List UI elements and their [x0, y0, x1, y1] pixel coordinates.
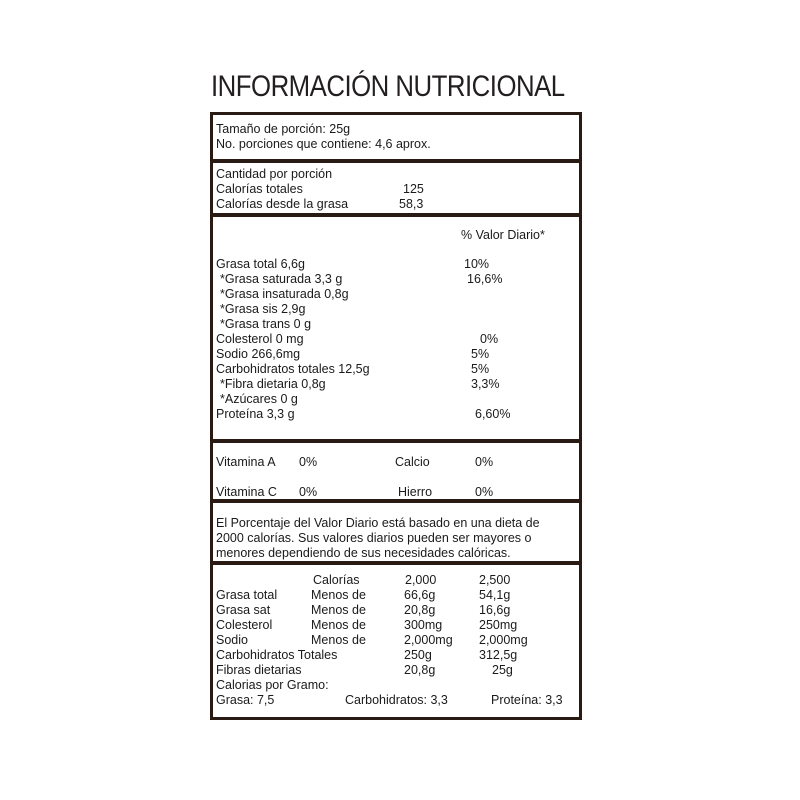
nutrient-dv: 6,60%	[475, 407, 511, 421]
serving-section	[213, 115, 579, 159]
ref-value-2500: 2,000mg	[479, 633, 528, 647]
per-gram-carb: Carbohidratos: 3,3	[345, 693, 448, 707]
ref-value-2500: 54,1g	[479, 588, 511, 602]
ref-value-2500: 312,5g	[479, 648, 518, 662]
footnote-line: menores dependiendo de sus necesidades calóricas.	[216, 546, 511, 560]
vitamin-c-value: 0%	[299, 485, 318, 499]
per-gram-protein: Proteína: 3,3	[491, 693, 563, 707]
footnote-line: El Porcentaje del Valor Diario está basado en una dieta de	[216, 516, 540, 530]
ref-label: Fibras dietarias	[216, 663, 302, 677]
per-gram-heading: Calorias por Gramo:	[216, 678, 329, 692]
calcio-label: Calcio	[395, 455, 430, 469]
calories-fat-value: 58,3	[399, 197, 424, 211]
nutrient-label: Grasa total 6,6g	[216, 257, 305, 271]
ref-label: Colesterol	[216, 618, 273, 632]
ref-value-2000: 2,000mg	[404, 633, 453, 647]
calories-total-value: 125	[403, 182, 424, 196]
vitamins-section	[213, 443, 579, 499]
ref-qualifier: Menos de	[311, 618, 366, 632]
nutrition-facts-panel	[210, 112, 582, 720]
ref-label: Carbohidratos Totales	[216, 648, 338, 662]
ref-qualifier: Menos de	[311, 588, 366, 602]
nutrient-dv: 5%	[471, 362, 490, 376]
vitamin-a-value: 0%	[299, 455, 318, 469]
ref-value-2000: 250g	[404, 648, 432, 662]
nutrient-dv: 3,3%	[471, 377, 500, 391]
nutrient-dv: 0%	[480, 332, 499, 346]
nutrient-dv: 5%	[471, 347, 490, 361]
label-title: INFORMACIÓN NUTRICIONAL	[211, 70, 565, 103]
daily-value-header: % Valor Diario*	[461, 228, 545, 242]
nutrients-section	[213, 217, 579, 439]
nutrient-label: *Azúcares 0 g	[220, 392, 298, 406]
ref-value-2000: 20,8g	[404, 663, 436, 677]
nutrient-label: Sodio 266,6mg	[216, 347, 301, 361]
ref-value-2000: 300mg	[404, 618, 443, 632]
ref-qualifier: Menos de	[311, 603, 366, 617]
serving-size: Tamaño de porción: 25g	[216, 122, 351, 136]
ref-value-2500: 250mg	[479, 618, 518, 632]
footnote-section	[213, 503, 579, 561]
vitamin-c-label: Vitamina C	[216, 485, 277, 499]
reference-section	[213, 565, 579, 717]
nutrient-label: *Fibra dietaria 0,8g	[220, 377, 326, 391]
calories-total-label: Calorías totales	[216, 182, 303, 196]
nutrient-label: *Grasa saturada 3,3 g	[220, 272, 343, 286]
nutrient-label: Colesterol 0 mg	[216, 332, 304, 346]
ref-label: Grasa total	[216, 588, 278, 602]
per-gram-fat: Grasa: 7,5	[216, 693, 275, 707]
amount-section	[213, 163, 579, 213]
ref-header-calorias: Calorías	[313, 573, 360, 587]
footnote-line: 2000 calorías. Sus valores diarios pueden ser mayores o	[216, 531, 532, 545]
nutrient-label: Proteína 3,3 g	[216, 407, 295, 421]
ref-header-2500: 2,500	[479, 573, 511, 587]
amount-heading: Cantidad por porción	[216, 167, 333, 181]
ref-qualifier: Menos de	[311, 633, 366, 647]
hierro-value: 0%	[475, 485, 494, 499]
nutrient-label: Carbohidratos totales 12,5g	[216, 362, 370, 376]
ref-value-2000: 66,6g	[404, 588, 436, 602]
ref-header-2000: 2,000	[405, 573, 437, 587]
calories-fat-label: Calorías desde la grasa	[216, 197, 349, 211]
calcio-value: 0%	[475, 455, 494, 469]
nutrient-label: *Grasa sis 2,9g	[220, 302, 306, 316]
ref-value-2500: 16,6g	[479, 603, 511, 617]
servings-per-container: No. porciones que contiene: 4,6 aprox.	[216, 137, 431, 151]
nutrient-label: *Grasa trans 0 g	[220, 317, 312, 331]
nutrient-label: *Grasa insaturada 0,8g	[220, 287, 349, 301]
ref-label: Grasa sat	[216, 603, 271, 617]
ref-label: Sodio	[216, 633, 248, 647]
hierro-label: Hierro	[398, 485, 433, 499]
nutrient-dv: 16,6%	[467, 272, 503, 286]
nutrient-dv: 10%	[464, 257, 490, 271]
vitamin-a-label: Vitamina A	[216, 455, 276, 469]
ref-value-2500: 25g	[492, 663, 513, 677]
ref-value-2000: 20,8g	[404, 603, 436, 617]
